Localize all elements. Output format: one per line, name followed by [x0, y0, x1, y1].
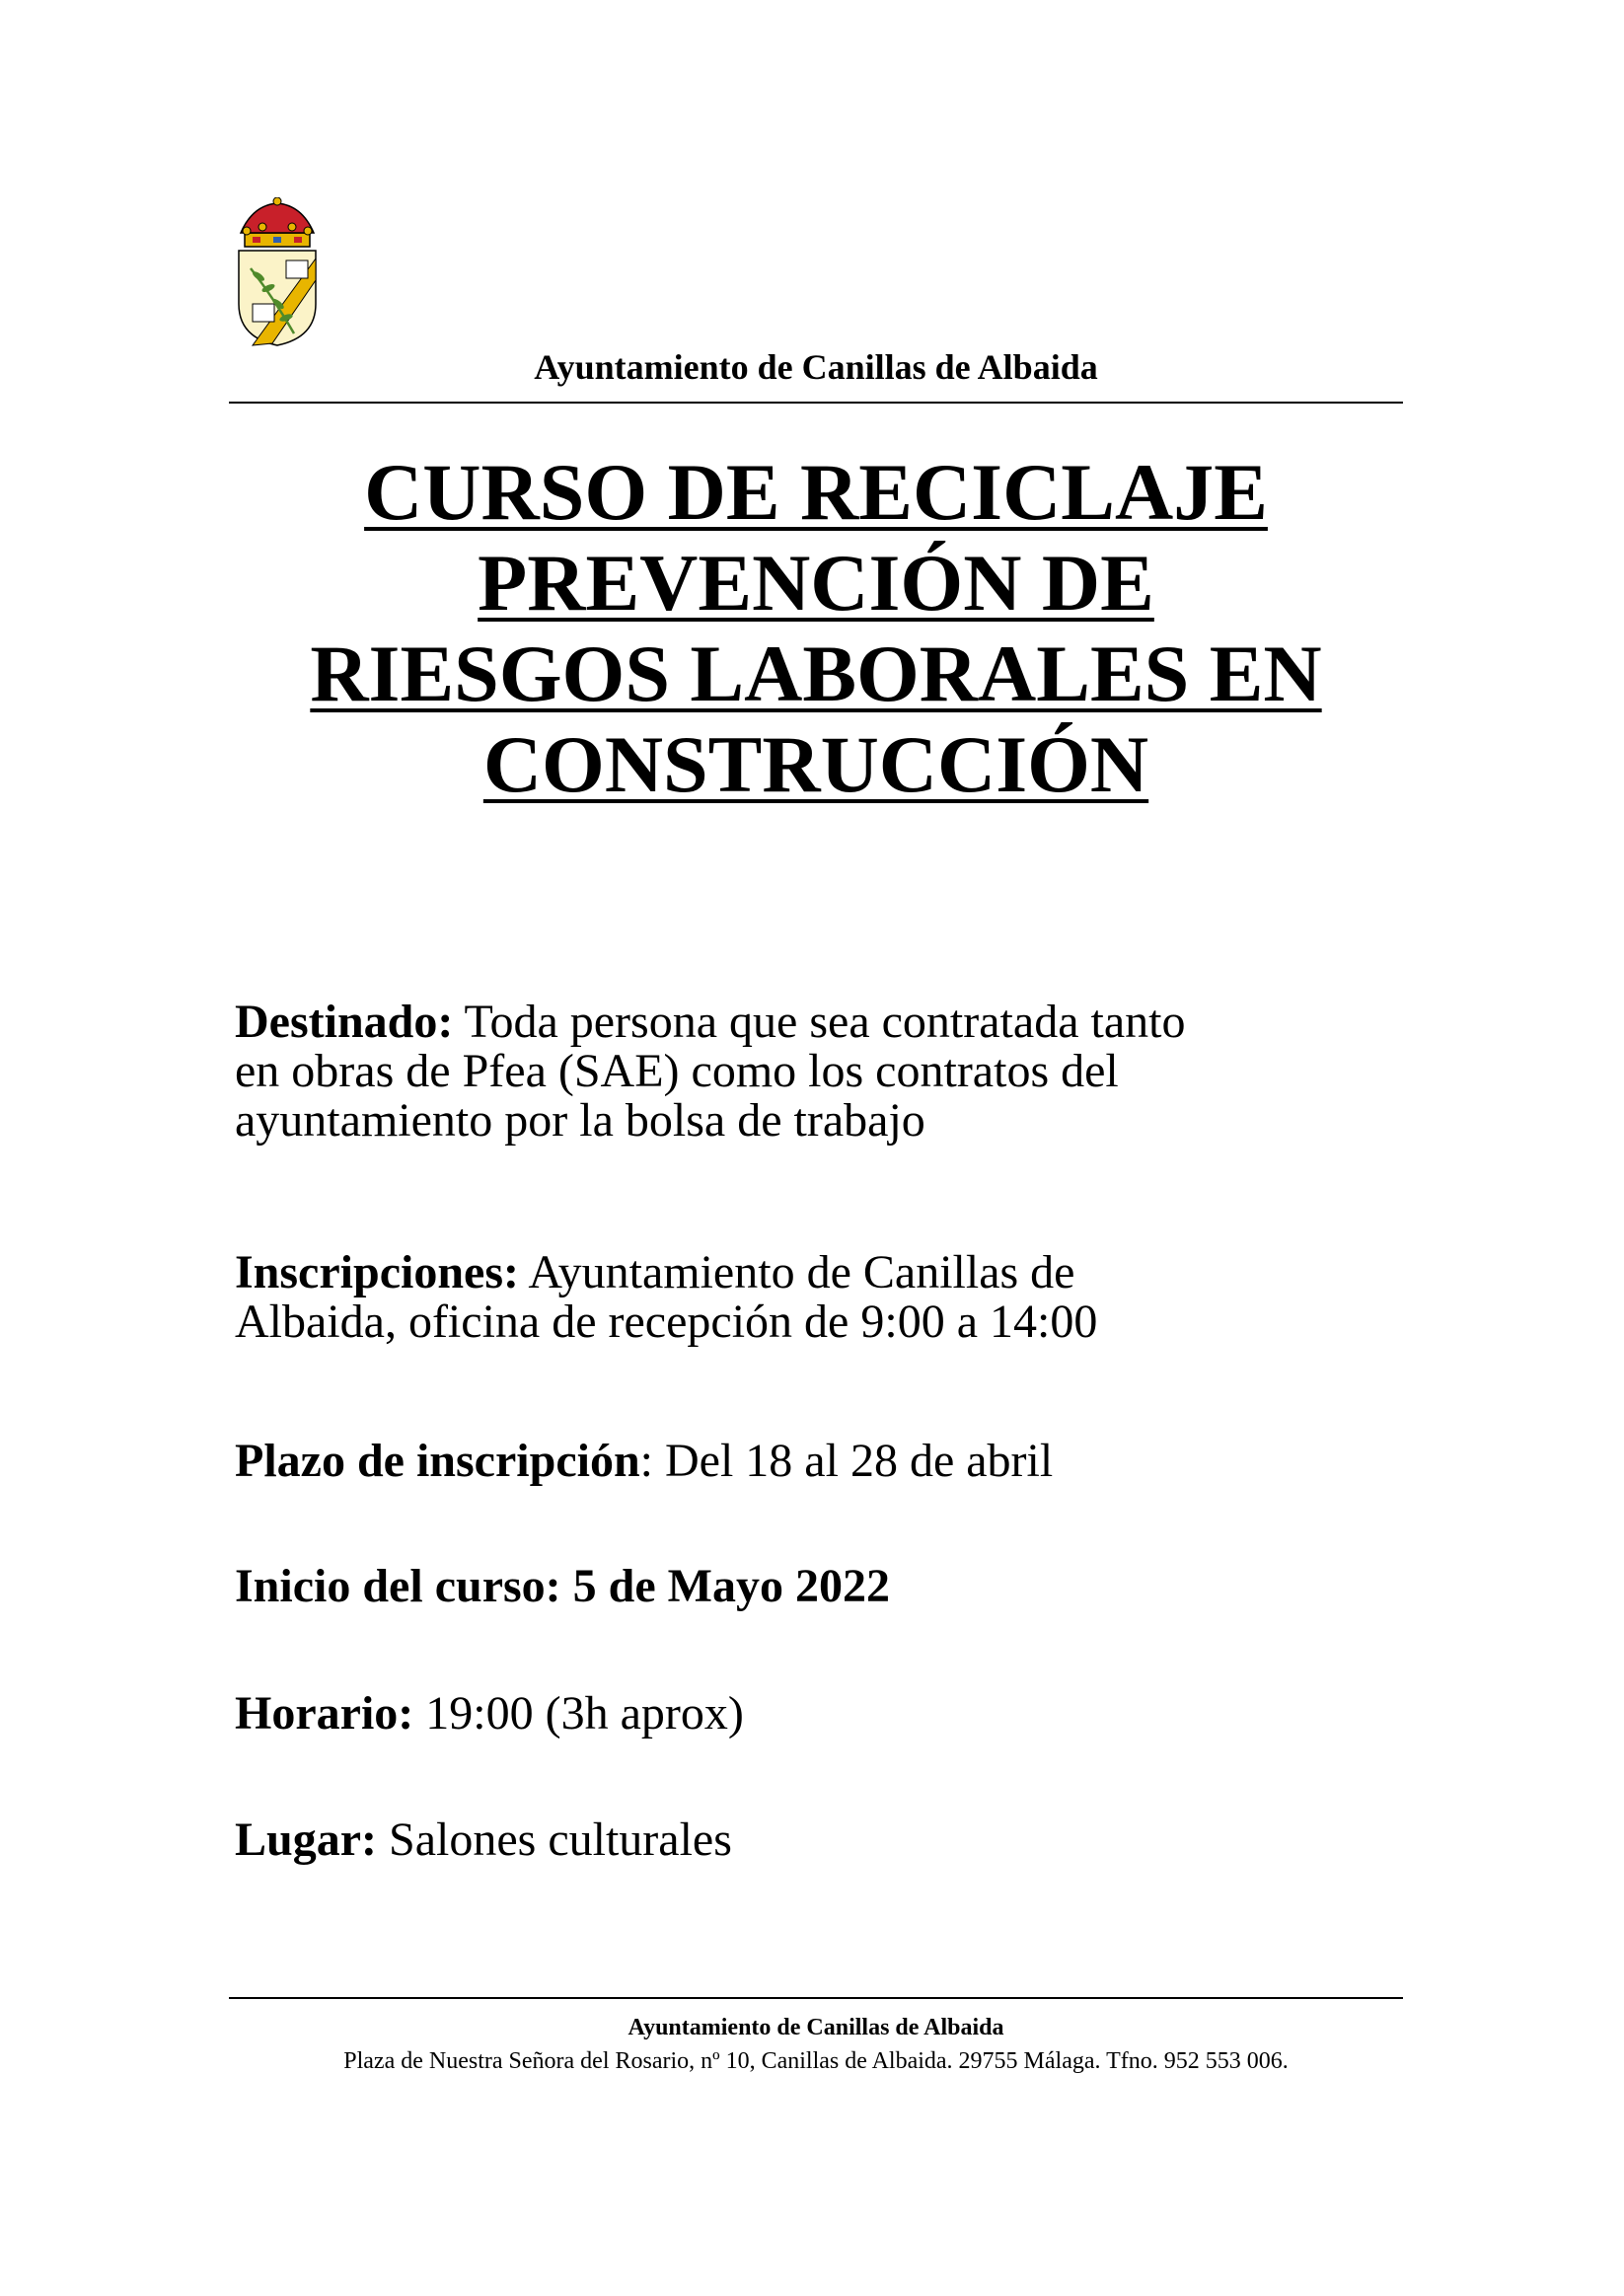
info-inscripciones [235, 1248, 1399, 1347]
footer-divider [229, 1997, 1403, 1999]
header-organization: Ayuntamiento de Canillas de Albaida [534, 347, 1098, 387]
plazo-label: Plazo de inscripción [235, 1435, 640, 1487]
coat-of-arms-logo [233, 197, 322, 347]
footer-address: Plaza de Nuestra Señora del Rosario, nº 10, Canillas de Albaida. 29755 Málaga. Tfno. 952 553 006. [343, 2048, 1289, 2074]
title-line: CONSTRUCCIÓN [482, 719, 1149, 809]
info-horario [235, 1689, 1399, 1739]
footer-organization: Ayuntamiento de Canillas de Albaida [627, 2015, 1004, 2040]
inscripciones-text: Ayuntamiento de Canillas de [519, 1246, 1075, 1298]
inicio-label: Inicio del curso: 5 de Mayo 2022 [235, 1560, 890, 1612]
header-divider [229, 402, 1403, 404]
title-line: PREVENCIÓN DE [478, 538, 1154, 628]
lugar-label: Lugar: [235, 1814, 377, 1866]
title-line: CURSO DE RECICLAJE [364, 447, 1268, 537]
inscripciones-label: Inscripciones: [235, 1246, 519, 1298]
destinado-label: Destinado: [235, 996, 454, 1048]
horario-label: Horario: [235, 1687, 414, 1740]
info-plazo [235, 1437, 1399, 1486]
plazo-value: : Del 18 al 28 de abril [639, 1435, 1054, 1487]
inscripciones-text: Albaida, oficina de recepción de 9:00 a 14:00 [235, 1296, 1098, 1348]
title-line: RIESGOS LABORALES EN [310, 629, 1322, 718]
destinado-text: Toda persona que sea contratada tanto [453, 996, 1186, 1048]
crown-icon [241, 197, 314, 247]
page-title [229, 447, 1403, 810]
info-destinado [235, 998, 1399, 1146]
info-lugar [235, 1815, 1399, 1865]
lugar-value: Salones culturales [377, 1814, 732, 1866]
horario-value: 19:00 (3h aprox) [413, 1687, 744, 1740]
destinado-text: en obras de Pfea (SAE) como los contratos del [235, 1045, 1119, 1097]
info-inicio [235, 1562, 1399, 1611]
shield-icon [239, 251, 316, 345]
destinado-text: ayuntamiento por la bolsa de trabajo [235, 1094, 925, 1147]
